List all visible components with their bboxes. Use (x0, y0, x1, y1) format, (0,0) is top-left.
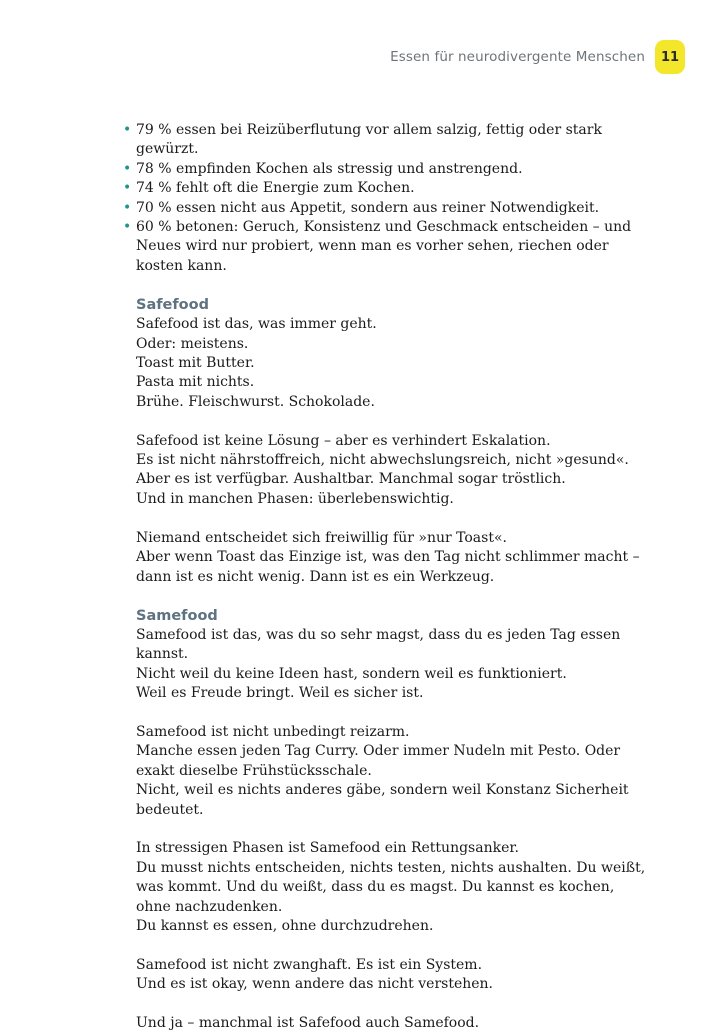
text-line: Nicht weil du keine Ideen hast, sondern weil es funktioniert. (136, 665, 567, 682)
statistics-list (122, 121, 646, 276)
text-line: Samefood ist das, was du so sehr magst, dass du es jeden Tag essen kannst. (136, 626, 621, 663)
samefood-paragraph-5 (136, 1014, 646, 1033)
list-item: • 78 % empfinden Kochen als stressig und anstrengend. (122, 160, 646, 179)
bullet-icon: • (123, 219, 132, 236)
text-line: Und es ist okay, wenn andere das nicht verstehen. (136, 976, 494, 993)
section-heading-samefood: Samefood (136, 607, 218, 624)
text-line: Manche essen jeden Tag Curry. Oder immer Nudeln mit Pesto. Oder exakt dieselbe Frühstücksschale. (136, 743, 621, 779)
list-item: • 60 % betonen: Geruch, Konsistenz und Geschmack entscheiden – und Neues wird nur probiert, wenn man es vorher sehen, riechen oder kosten kann. (123, 219, 632, 274)
text-line: Toast mit Butter. (136, 355, 255, 372)
text-line: Niemand entscheidet sich freiwillig für »nur Toast«. (136, 529, 507, 546)
safefood-paragraph-3 (136, 529, 646, 587)
running-title: Essen für neurodivergente Menschen (390, 49, 645, 65)
samefood-paragraph-2 (136, 723, 646, 820)
text-line: Oder: meistens. (136, 335, 249, 352)
text-line: Und in manchen Phasen: überlebenswichtig. (136, 490, 454, 507)
bullet-icon: • (123, 199, 132, 216)
list-item: • 79 % essen bei Reizüberflutung vor allem salzig, fettig oder stark gewürzt. (123, 122, 602, 158)
samefood-paragraph-4 (136, 956, 646, 995)
safefood-paragraph-1 (136, 315, 646, 412)
text-line: Pasta mit nichts. (136, 374, 255, 391)
list-item: • 70 % essen nicht aus Appetit, sondern aus reiner Notwendigkeit. (122, 199, 646, 218)
text-line: Aber es ist verfügbar. Aushaltbar. Manchmal sogar tröstlich. (136, 471, 566, 488)
text-line: Samefood ist nicht unbedingt reizarm. (136, 723, 410, 740)
text-line: Du kannst es essen, ohne durchzudrehen. (136, 917, 434, 934)
text-line: Nicht, weil es nichts anderes gäbe, sondern weil Konstanz Sicherheit bedeutet. (136, 782, 629, 818)
page-number-badge: 11 (655, 40, 685, 74)
text-line: Weil es Freude bringt. Weil es sicher ist. (136, 685, 424, 702)
bullet-icon: • (123, 122, 132, 138)
text-line: Und ja – manchmal ist Safefood auch Samefood. (136, 1014, 480, 1031)
section-heading-safefood: Safefood (136, 297, 209, 314)
bullet-icon: • (123, 160, 132, 177)
samefood-paragraph-1 (136, 626, 646, 704)
text-line: In stressigen Phasen ist Samefood ein Rettungsanker. (136, 840, 519, 857)
page-content (123, 121, 646, 1033)
bullet-icon: • (123, 180, 132, 197)
text-line: Aber wenn Toast das Einzige ist, was den Tag nicht schlimmer macht – dann ist es nicht wenig. Dann ist es ein Werkzeug. (136, 549, 640, 585)
safefood-paragraph-2 (136, 432, 646, 510)
text-line: Safefood ist keine Lösung – aber es verhindert Eskalation. (136, 432, 551, 449)
samefood-paragraph-3 (136, 839, 646, 936)
page-header (390, 40, 685, 74)
text-line: Safefood ist das, was immer geht. (136, 316, 377, 333)
text-line: Brühe. Fleischwurst. Schokolade. (136, 393, 375, 410)
text-line: Es ist nicht nährstoffreich, nicht abwechslungsreich, nicht »gesund«. (136, 452, 629, 469)
list-item: • 74 % fehlt oft die Energie zum Kochen. (122, 179, 646, 198)
text-line: Samefood ist nicht zwanghaft. Es ist ein System. (136, 956, 483, 973)
text-line: Du musst nichts entscheiden, nichts testen, nichts aushalten. Du weißt, was kommt. Und du weißt, dass du es magst. Du kannst es kochen, ohne nachzudenken. (136, 859, 646, 915)
